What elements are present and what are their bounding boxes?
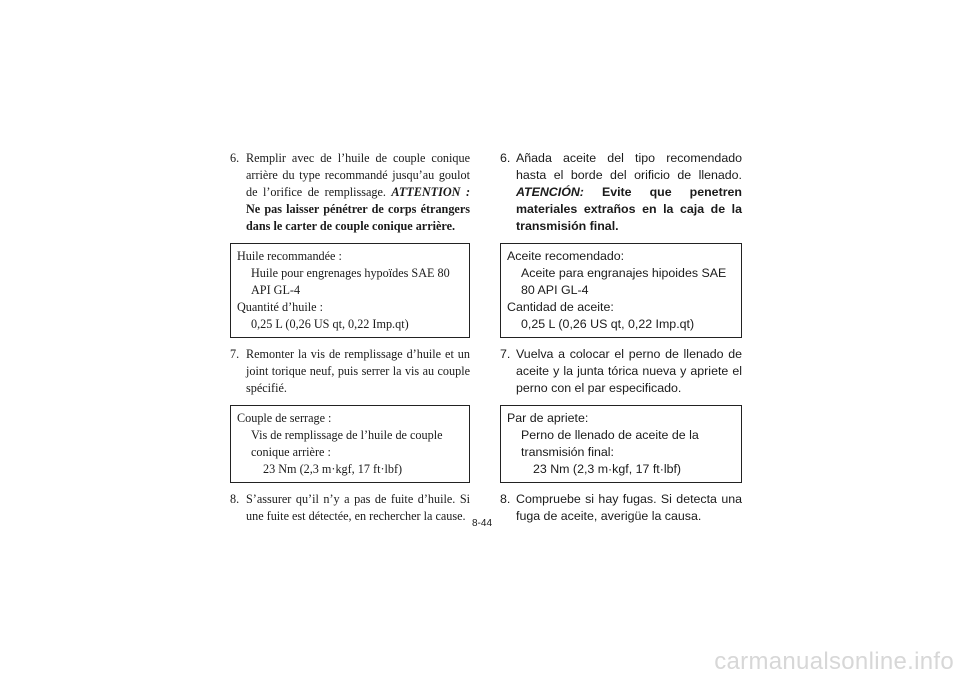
french-step-6 [230, 150, 470, 235]
recommended-oil-label: Aceite recomendado: [507, 249, 625, 263]
step-number: 6. [500, 151, 511, 165]
spanish-step-8 [500, 491, 742, 525]
spanish-torque-spec-box [500, 405, 742, 483]
step-number: 8. [230, 492, 240, 506]
step-number: 7. [230, 347, 240, 361]
step-number: 8. [500, 492, 511, 506]
page-number: 8-44 [472, 518, 493, 529]
step-text: Compruebe si hay fugas. Si detecta una fuga de aceite, averigüe la causa. [516, 492, 742, 523]
step-text: Añada aceite del tipo recomendado hasta el borde del orificio de llenado. [516, 151, 742, 182]
recommended-oil-value: Aceite para engranajes hipoides SAE 80 API GL-4 [521, 266, 727, 297]
french-torque-spec-box [230, 405, 470, 483]
attention-warning: Ne pas laisser pénétrer de corps étrangers dans le carter de couple conique arrière. [246, 202, 470, 233]
attention-label: ATTENTION : [391, 185, 471, 199]
recommended-oil-label: Huile recommandée : [237, 249, 342, 263]
step-text: Vuelva a colocar el perno de llenado de aceite y la junta tórica nueva y apriete el perno con el par especificado. [516, 347, 742, 395]
recommended-oil-value: Huile pour engrenages hypoïdes SAE 80 API GL-4 [251, 266, 450, 297]
oil-quantity-value: 0,25 L (0,26 US qt, 0,22 Imp.qt) [251, 317, 409, 331]
torque-label: Par de apriete: [507, 411, 589, 425]
attention-label: ATENCIÓN: [516, 185, 584, 199]
french-column [230, 150, 470, 525]
step-text: Remonter la vis de remplissage d’huile et un joint torique neuf, puis serrer la vis au couple spécifié. [246, 347, 470, 395]
oil-quantity-label: Cantidad de aceite: [507, 300, 614, 314]
step-number: 6. [230, 151, 240, 165]
torque-item: Vis de remplissage de l’huile de couple conique arrière : [251, 428, 443, 459]
torque-value: 23 Nm (2,3 m·kgf, 17 ft·lbf) [533, 462, 682, 476]
spanish-step-7 [500, 346, 742, 397]
oil-quantity-label: Quantité d’huile : [237, 300, 323, 314]
torque-item: Perno de llenado de aceite de la transmisión final: [521, 428, 699, 459]
french-step-7 [230, 346, 470, 397]
torque-label: Couple de serrage : [237, 411, 332, 425]
french-step-8 [230, 491, 470, 525]
spanish-step-6 [500, 150, 742, 235]
torque-value: 23 Nm (2,3 m·kgf, 17 ft·lbf) [263, 462, 403, 476]
watermark: carmanualsonline.info [714, 648, 954, 675]
step-text: Remplir avec de l’huile de couple conique arrière du type recommandé jusqu’au goulot de l’orifice de remplissage. [246, 151, 470, 199]
attention-warning: Evite que penetren materiales extraños en la caja de la transmisión final. [516, 185, 742, 233]
french-oil-spec-box [230, 243, 470, 338]
oil-quantity-value: 0,25 L (0,26 US qt, 0,22 Imp.qt) [521, 317, 695, 331]
spanish-oil-spec-box [500, 243, 742, 338]
spanish-column [500, 150, 742, 525]
step-text: S’assurer qu’il n’y a pas de fuite d’huile. Si une fuite est détectée, en rechercher la cause. [246, 492, 470, 523]
step-number: 7. [500, 347, 511, 361]
